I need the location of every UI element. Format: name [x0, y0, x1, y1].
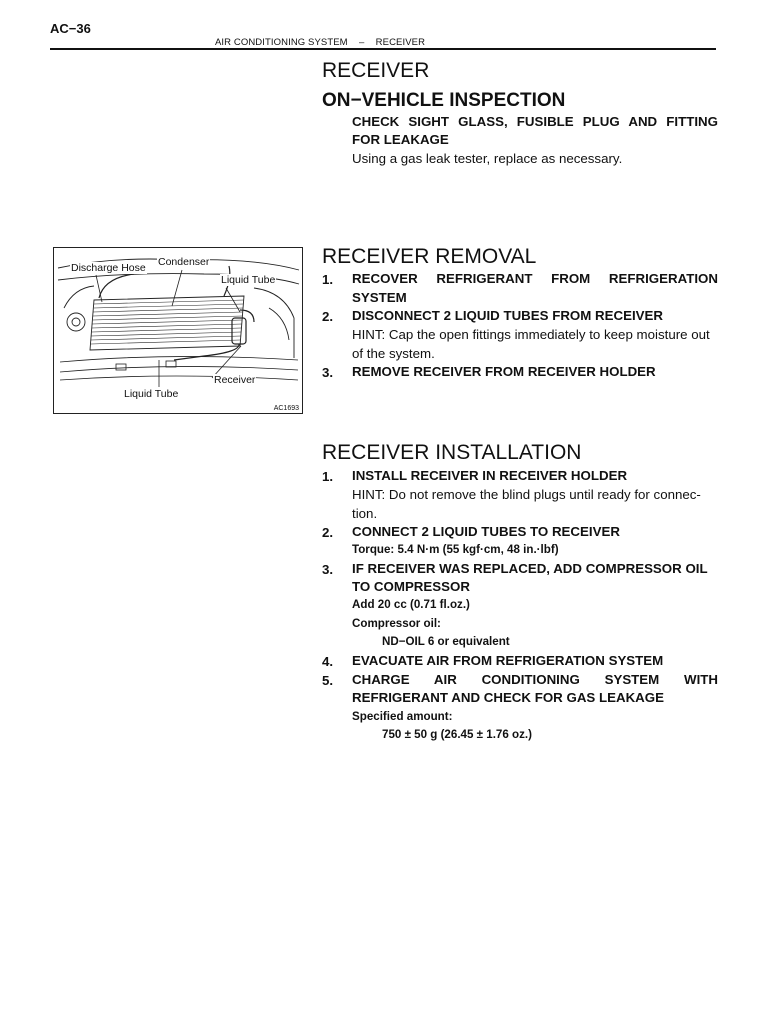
install-step-3-number: 3. — [322, 562, 334, 577]
install-step-2-line1: CONNECT 2 LIQUID TUBES TO RECEIVER — [352, 524, 620, 539]
on-vehicle-step-line2: FOR LEAKAGE — [352, 132, 449, 147]
install-step-5-number: 5. — [322, 673, 334, 688]
label-receiver: Receiver — [214, 374, 256, 386]
removal-step-3-number: 3. — [322, 365, 334, 380]
install-step-1-number: 1. — [322, 469, 334, 484]
page-title: RECEIVER — [322, 59, 430, 82]
label-condenser: Condenser — [158, 256, 210, 268]
subsection-name: RECEIVER — [375, 37, 426, 48]
install-step-4-line1: EVACUATE AIR FROM REFRIGERATION SYSTEM — [352, 653, 664, 668]
removal-step-1-line1: RECOVER REFRIGERANT FROM REFRIGERATION — [352, 271, 718, 286]
on-vehicle-heading: ON−VEHICLE INSPECTION — [322, 90, 566, 111]
figure-code: AC1693 — [273, 405, 299, 412]
removal-heading: RECEIVER REMOVAL — [322, 245, 537, 268]
label-discharge-hose: Discharge Hose — [71, 262, 146, 274]
install-step-1-hint2: tion. — [352, 506, 378, 521]
header-rule — [50, 48, 716, 50]
section-name: AIR CONDITIONING SYSTEM — [215, 37, 348, 48]
removal-step-2-line1: DISCONNECT 2 LIQUID TUBES FROM RECEIVER — [352, 308, 664, 323]
running-header — [215, 37, 425, 48]
removal-step-2-hint1: HINT: Cap the open fittings immediately to keep moisture out — [352, 327, 710, 342]
install-step-3-line2: TO COMPRESSOR — [352, 579, 470, 594]
removal-step-2-hint2: of the system. — [352, 346, 435, 361]
install-step-4-number: 4. — [322, 654, 334, 669]
install-step-2-number: 2. — [322, 525, 334, 540]
removal-step-1-line2: SYSTEM — [352, 290, 407, 305]
page-number: AC−36 — [50, 21, 91, 36]
install-step-1-line1: INSTALL RECEIVER IN RECEIVER HOLDER — [352, 468, 628, 483]
install-step-3-line1: IF RECEIVER WAS REPLACED, ADD COMPRESSOR OIL — [352, 561, 708, 576]
label-liquid-tube-bottom: Liquid Tube — [124, 388, 179, 400]
removal-step-1-number: 1. — [322, 272, 334, 287]
install-step-3-oil-amount: Add 20 cc (0.71 fl.oz.) — [352, 598, 470, 611]
label-liquid-tube-top: Liquid Tube — [221, 274, 276, 286]
removal-step-2-number: 2. — [322, 309, 334, 324]
header-separator: – — [358, 37, 365, 48]
install-step-1-hint1: HINT: Do not remove the blind plugs until ready for connec- — [352, 487, 701, 502]
install-step-5-line1: CHARGE AIR CONDITIONING SYSTEM WITH — [352, 672, 718, 687]
install-step-3-oil-label: Compressor oil: — [352, 617, 441, 630]
install-step-5-amount-label: Specified amount: — [352, 710, 453, 723]
install-step-3-oil-type: ND−OIL 6 or equivalent — [382, 635, 510, 648]
receiver-figure — [53, 247, 303, 414]
install-step-2-torque: Torque: 5.4 N·m (55 kgf·cm, 48 in.·lbf) — [352, 543, 559, 556]
removal-step-3-line1: REMOVE RECEIVER FROM RECEIVER HOLDER — [352, 364, 656, 379]
install-step-5-amount-value: 750 ± 50 g (26.45 ± 1.76 oz.) — [382, 728, 532, 741]
on-vehicle-step-line1: CHECK SIGHT GLASS, FUSIBLE PLUG AND FITTING — [352, 114, 718, 129]
on-vehicle-note: Using a gas leak tester, replace as necessary. — [352, 151, 623, 166]
installation-heading: RECEIVER INSTALLATION — [322, 441, 582, 464]
install-step-5-line2: REFRIGERANT AND CHECK FOR GAS LEAKAGE — [352, 690, 664, 705]
